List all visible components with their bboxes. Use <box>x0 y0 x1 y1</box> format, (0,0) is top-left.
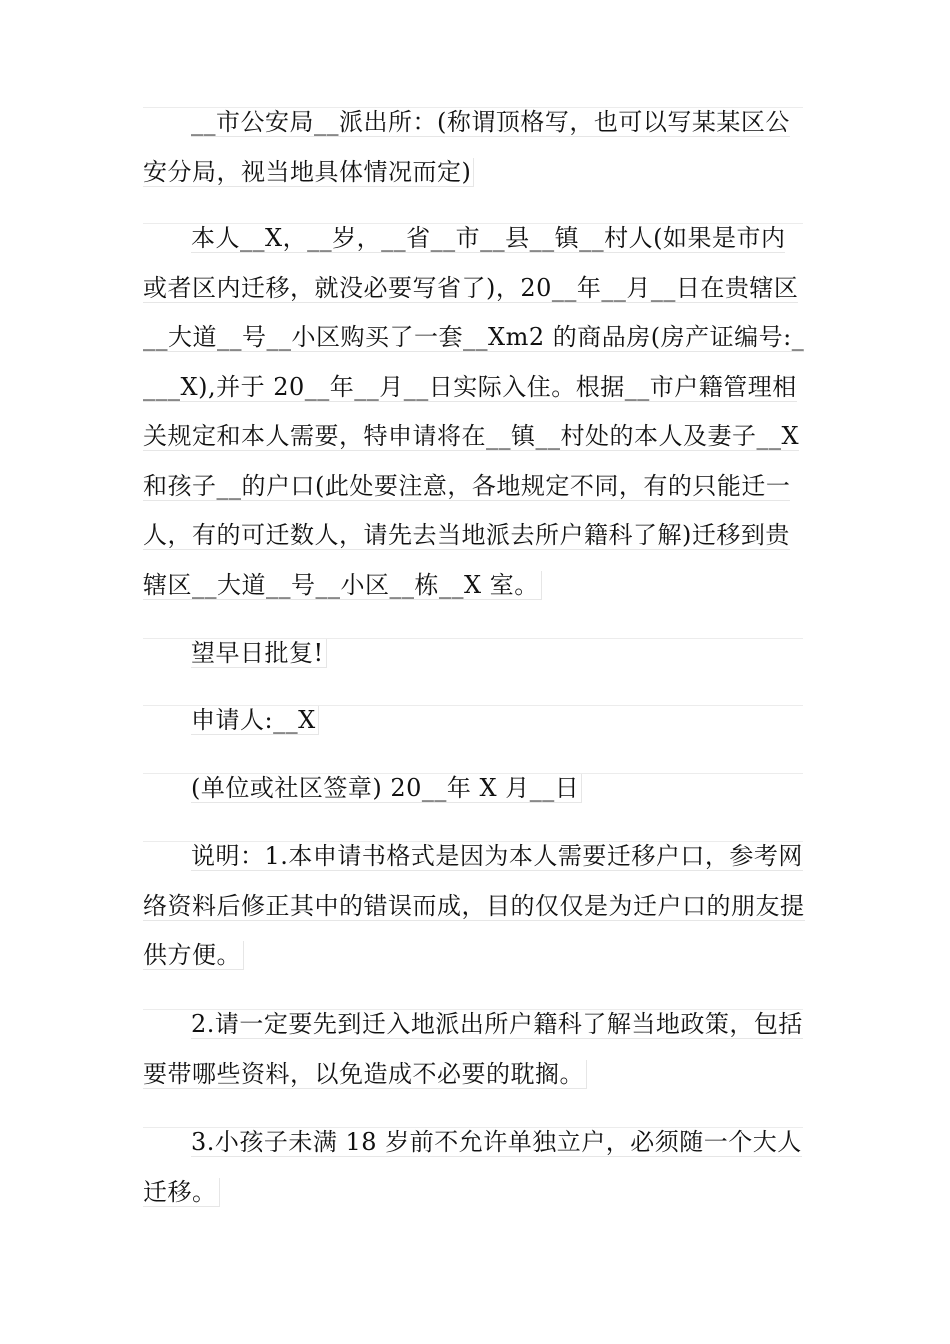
body-paragraph <box>143 214 808 610</box>
paragraph-text: 申请人:__X <box>191 706 319 735</box>
note-paragraph-3 <box>143 1118 808 1217</box>
paragraph-text: (单位或社区签章) 20__年 X 月__日 <box>191 774 582 803</box>
paragraph-text: 本人__X，__岁，__省__市__县__镇__村人(如果是市内或者区内迁移，就没必要写省了)，20__年__月__日在贵辖区__大道__号__小区购买了一套__Xm2 的商品房(房产证编号:____X),并于 20__年__月__日实际入住。根据__市户籍管理相关规定和本人需要，特申请将在__镇__村处的本人及妻子__X 和孩子__的户口(此处要注意，各地规定不同，有的只能迁一人，有的可迁数人，请先去当地派去所户籍科了解)迁移到贵辖区__大道__号__小区__栋__X 室。 <box>143 224 805 599</box>
seal-date-line <box>143 764 808 814</box>
paragraph-text: 说明：1.本申请书格式是因为本人需要迁移户口，参考网络资料后修正其中的错误而成，目的仅仅是为迁户口的朋友提供方便。 <box>143 842 805 969</box>
note-paragraph-1 <box>143 832 808 981</box>
request-line <box>143 629 808 679</box>
paragraph-text: 2.请一定要先到迁入地派出所户籍科了解当地政策，包括要带哪些资料，以免造成不必要的耽搁。 <box>143 1010 803 1088</box>
paragraph-text: 3.小孩子未满 18 岁前不允许单独立户，必须随一个大人迁移。 <box>143 1128 802 1206</box>
paragraph-text: 望早日批复! <box>191 639 327 668</box>
addressee-paragraph <box>143 98 808 197</box>
note-paragraph-2 <box>143 1000 808 1099</box>
paragraph-text: __市公安局__派出所：(称谓顶格写，也可以写某某区公安分局，视当地具体情况而定) <box>143 108 790 186</box>
applicant-line <box>143 696 808 746</box>
